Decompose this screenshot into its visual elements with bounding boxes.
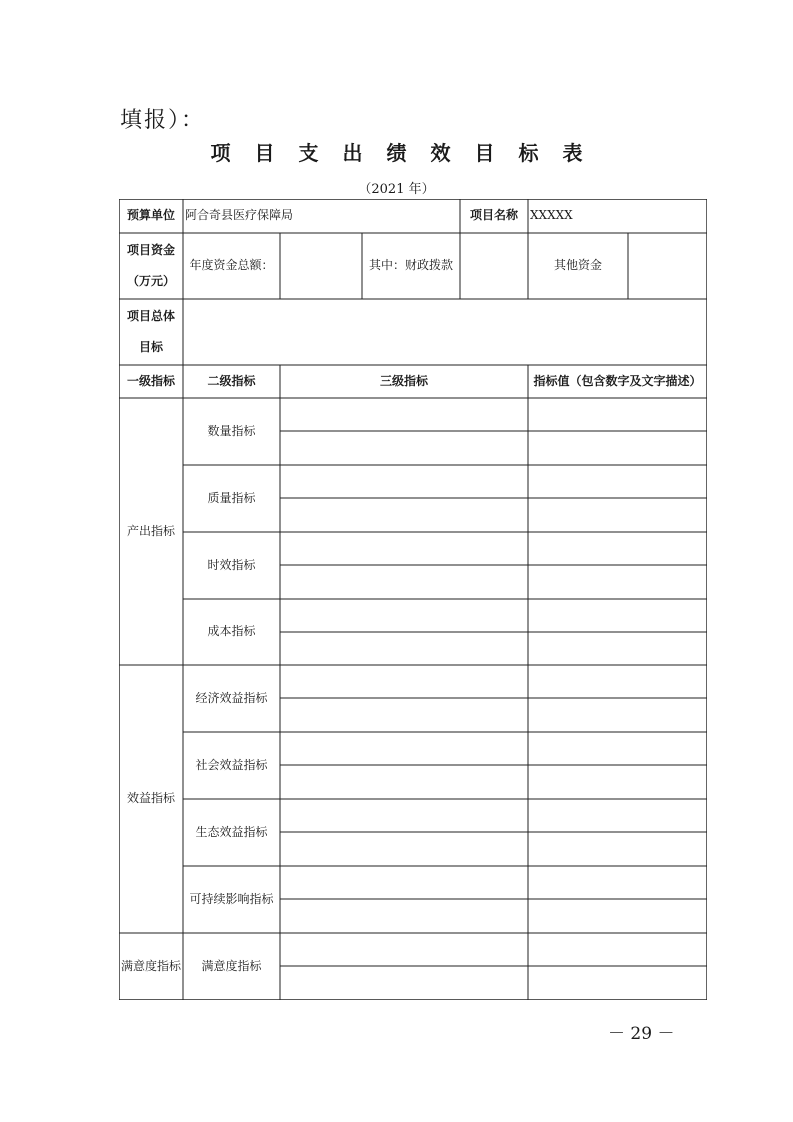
annual-total-label: 年度资金总额： (189, 258, 274, 273)
page-title: 项目支出绩效目标表 (210, 141, 607, 165)
group-output-indicators: 产出指标 (126, 523, 175, 538)
sub-quality-indicator: 质量指标 (207, 490, 256, 505)
fiscal-allocation-value (460, 233, 528, 299)
header-level3: 三级指标 (379, 373, 428, 388)
project-name-label: 项目名称 (469, 208, 518, 223)
sub-sustainability-indicator: 可持续影响指标 (189, 891, 274, 906)
project-name-value: XXXXX (530, 208, 573, 223)
header-level1: 一级指标 (126, 373, 175, 388)
budget-unit-label: 预算单位 (126, 208, 175, 223)
year-label: （2021 年） (358, 182, 435, 197)
sub-economic-benefit-indicator: 经济效益指标 (195, 690, 268, 705)
group-satisfaction-indicators: 满意度指标 (120, 958, 181, 973)
sub-ecological-benefit-indicator: 生态效益指标 (195, 824, 268, 839)
fiscal-allocation-label: 其中：财政拨款 (368, 258, 453, 273)
sub-satisfaction-indicator: 满意度指标 (201, 958, 262, 973)
other-funds-value (628, 233, 707, 299)
page-number: － 29 － (608, 1024, 675, 1044)
sub-timeliness-indicator: 时效指标 (207, 557, 256, 572)
header-level2: 二级指标 (207, 373, 256, 388)
sub-quantity-indicator: 数量指标 (207, 423, 256, 438)
group-benefit-indicators: 效益指标 (126, 791, 175, 806)
overall-goal-label: 项目总体目标 (126, 308, 175, 354)
sub-cost-indicator: 成本指标 (207, 624, 256, 639)
sub-social-benefit-indicator: 社会效益指标 (195, 757, 268, 772)
budget-unit-value: 阿合奇县医疗保障局 (185, 208, 294, 223)
header-indicator-value: 指标值（包含数字及文字描述） (533, 373, 702, 388)
overall-goal-value (183, 299, 707, 365)
annual-total-value (280, 233, 362, 299)
lead-text: 填报）： (120, 108, 206, 133)
project-funds-label: 项目资金（万元） (126, 242, 175, 288)
other-funds-label: 其他资金 (553, 258, 602, 273)
